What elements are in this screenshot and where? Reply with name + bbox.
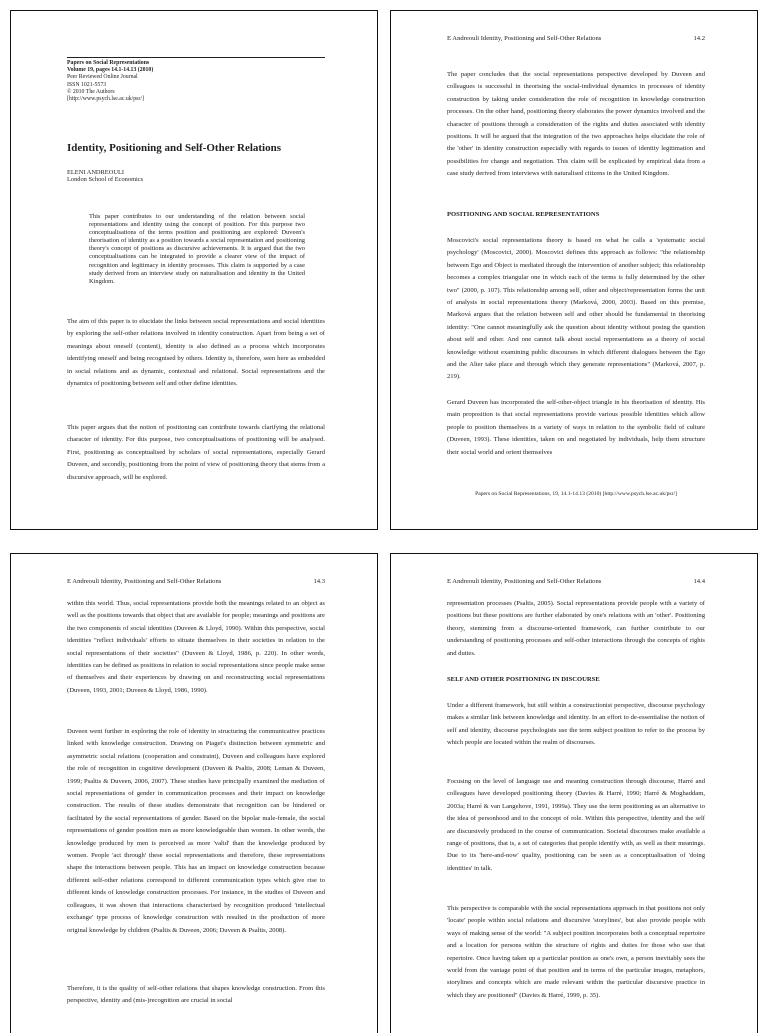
running-header-title: E Andreouli Identity, Positioning and Self-Other Relations — [67, 578, 222, 585]
journal-info — [67, 57, 325, 103]
section-heading: SELF AND OTHER POSITIONING IN DISCOURSE — [447, 676, 600, 683]
journal-type: Peer Reviewed Online Journal — [67, 74, 138, 81]
document-page-2 — [390, 10, 758, 530]
body-paragraph: This perspective is comparable with the social representations approach in that positions not only 'locate' people within social relations and discursive 'storylines', but also provide people with ways of making sense of the world: "A subject position incorporates both a conceptual repertoire and a location for persons within the structure of rights and duties for those who use that repertoire. Once having taken up a particular position as one's own, a person inevitably sees the world from the vantage point of that position and in terms of the particular images, metaphors, storylines and concepts which are made relevant within the particular discursive practice in which they are positioned" (Davies & Harré, 1999, p. 35). — [447, 905, 705, 999]
body-paragraph: within this world. Thus, social representations provide both the meanings related to an object as well as the positions towards that object that are available for people; meanings and positions are the two components of social identities (Duveen & Lloyd, 1990). Within this perspective, social identities "reflect individuals' efforts to situate themselves in their societies in relation to the social representations of their societies" (Duveen & Lloyd, 1986, p. 220). In other words, identities can be defined as positions in relation to social representations since people make sense of themselves and their experiences by drawing on and reconstructing social representations (Duveen, 1993, 2001; Duveen & Lloyd, 1986, 1990). — [67, 600, 325, 694]
body-paragraph: Under a different framework, but still within a constructionist perspective, discourse psychology makes a similar link between knowledge and identity. In an effort to de-essentialise the notion of self and identity, discourse psychologists use the term subject position to refer to the process by which people are located within the realm of discourses. — [447, 702, 705, 747]
body-paragraph: Duveen went further in exploring the role of identity in structuring the communicative practices linked with knowledge construction. Drawing on Piaget's distinction between symmetric and asymmetric social relations (cooperation and constraint), Duveen and colleagues have explored the role of recognition in cognitive development (Duveen & Psaltis, 2008; Leman & Duveen, 1999; Psaltis & Duveen, 2006, 2007). These studies have principally examined the mediation of social representations of gender in communication processes and their impact on knowledge construction. The results of these studies demonstrate that recognition can be hindered or facilitated by the social representations of gender. Based on the bipolar male-female, the social representations of gender position men as more knowledgeable than women. In other words, the knowledge produced by men is perceived as more 'valid' than the knowledge produced by women. People 'act through' these social representations and therefore, these representations shape the interactions between people. This has an impact on knowledge construction because different self-other relations correspond to different communication types which give rise to different kinds of knowledge construction processes. For instance, in the studies of Duveen and colleagues, it was shown that interactions characterised by recognition produced 'intellectual exchange' type process of knowledge construction with resulted in the production of more original knowledge by children (Psaltis & Duveen, 2006; Duveen & Psaltis, 2008). — [67, 728, 325, 934]
paper-title: Identity, Positioning and Self-Other Relations — [67, 142, 282, 154]
running-header-title: E Andreouli Identity, Positioning and Self-Other Relations — [447, 578, 602, 585]
running-header — [447, 578, 705, 585]
author-affiliation: London School of Economics — [67, 176, 144, 184]
body-paragraph: Gerard Duveen has incorporated the self-other-object triangle in his theorisation of identity. His main proposition is that social representations provide various possible identities which allow people to position themselves in a variety of ways in relation to the symbolic field of culture (Duveen, 1993). These identities, taken on and negotiated by individuals, help them structure their social world and orient themselves — [447, 399, 705, 456]
author-block — [67, 169, 143, 184]
abstract: This paper contributes to our understanding of the relation between social representations and identity using the concept of position. For this purpose two conceptualisations of the terms position and positioning are explored: Duveen's theorisation of identity as a position towards a social representation and positioning theory's concept of positions as discursive achievements. It is argued that the two conceptualisations can be integrated to provide a clearer view of the impact of recognition and legitimacy in identity processes. This claim is supported by a case study derived from an interview study on naturalisation and identity in the United Kingdom. — [89, 213, 305, 285]
document-page-1 — [10, 10, 378, 530]
author-name: ELENI ANDREOULI — [67, 169, 124, 176]
body-paragraph: The paper concludes that the social representations perspective developed by Duveen and colleagues is successful in theorising the social-individual dynamics in processes of identity construction by taking under consideration the role of recognition in knowledge construction processes. On the other hand, positioning theory elaborates the power dynamics involved and the character of positions through a consideration of the rights and duties associated with identity positions. It will be argued that the integration of the two approaches helps elucidate the role of the 'other' in identity construction especially with regards to issues of identity legitimation and possibilities for change and negotiation. This claim will be explicated by empirical data from a case study derived from interviews with naturalised citizens in the United Kingdom. — [447, 71, 705, 178]
journal-url: [http://www.psych.lse.ac.uk/psr/] — [67, 96, 144, 103]
page-number: 14.3 — [313, 578, 325, 585]
body-paragraph: Therefore, it is the quality of self-other relations that shapes knowledge construction. From this perspective, identity and (mis-)recognition are crucial in social — [67, 985, 325, 1005]
running-header — [447, 35, 705, 42]
page-footer: Papers on Social Representations, 19, 14.1-14.13 (2010) [http://www.psych.lse.ac.uk/psr/] — [475, 491, 677, 497]
body-paragraph: Moscovici's social representations theory is based on what he calls a 'systematic social psychology' (Moscovici, 2000). Moscovici defines this approach as follows: "the relationship between Ego and Object is mediated through the intervention of another subject; this relationship becomes a complex triangular one in which each of the terms is fully determined by the other two" (2000, p. 107). This relationship among self, other and object/representation forms the unit of analysis in social representations theory (Marková, 2000, 2003). Based on this premise, Marková argues that the relation between self and other should be fundamental in theorising identity: "One cannot meaningfully ask the question about identity without posing the question about self and other. And one cannot talk about social representations as a theory of social knowledge without examining public discourses in which different dialogues between the Ego and the Alter take place and through which they generate representations" (Marková, 2007, p. 219). — [447, 237, 705, 381]
journal-volume: Volume 19, pages 14.1-14.13 (2010) — [67, 67, 154, 74]
page-number: 14.4 — [693, 578, 705, 585]
journal-copyright: © 2010 The Authors — [67, 88, 115, 95]
body-paragraph: This paper argues that the notion of positioning can contribute towards clarifying the relational character of identity. For this purpose, two conceptualisations of positioning will be analysed. First, positioning as conceptualised by scholars of social representations, especially Gerard Duveen, and secondly, positioning from the point of view of positioning theory that stems from a discursive approach, will be explored. — [67, 424, 325, 481]
journal-issn: ISSN 1021-5573 — [67, 81, 107, 88]
running-header — [67, 578, 325, 585]
running-header-title: E Andreouli Identity, Positioning and Self-Other Relations — [447, 35, 602, 42]
body-paragraph: representation processes (Psaltis, 2005). Social representations provide people with a variety of positions but these positions are further elaborated by one's relations with an 'other'. Positioning theory, stemming from a discourse-oriented framework, can further contribute to our understanding of positioning processes and self-other interactions through the concepts of rights and duties. — [447, 600, 705, 657]
page-number: 14.2 — [693, 35, 705, 42]
body-paragraph: The aim of this paper is to elucidate the links between social representations and social identities by exploring the self-other relations involved in identity construction. Apart from being a set of meanings about oneself (content), identity is also defined as a process which incorporates identifying oneself and being recognised by others. Identity is, therefore, seen here as embedded in social relations and as dynamic, contextual and relational. Social representations and the dynamics of positioning between self and other define identities. — [67, 318, 325, 388]
journal-name: Papers on Social Representations — [67, 60, 150, 66]
section-heading: POSITIONING AND SOCIAL REPRESENTATIONS — [447, 211, 600, 218]
document-page-4 — [390, 553, 758, 1033]
body-paragraph: Focusing on the level of language use and meaning construction through discourse, Harré and colleagues have developed positioning theory (Davies & Harré, 1990; Harré & Moghaddam, 2003a; Harré & van Langehove, 1991, 1999a). They use the term positioning as an alternative to the idea of personhood and to the concept of role. Within this perspective, identity and the self are discursively produced in the course of communication. Societal discourses make available a range of positions, that is, a set of categories that people identify with, as well as their meanings. Due to its 'here-and-now' quality, positioning can be seen as a conceptualisation of 'doing identities' in talk. — [447, 778, 705, 872]
document-page-3 — [10, 553, 378, 1033]
